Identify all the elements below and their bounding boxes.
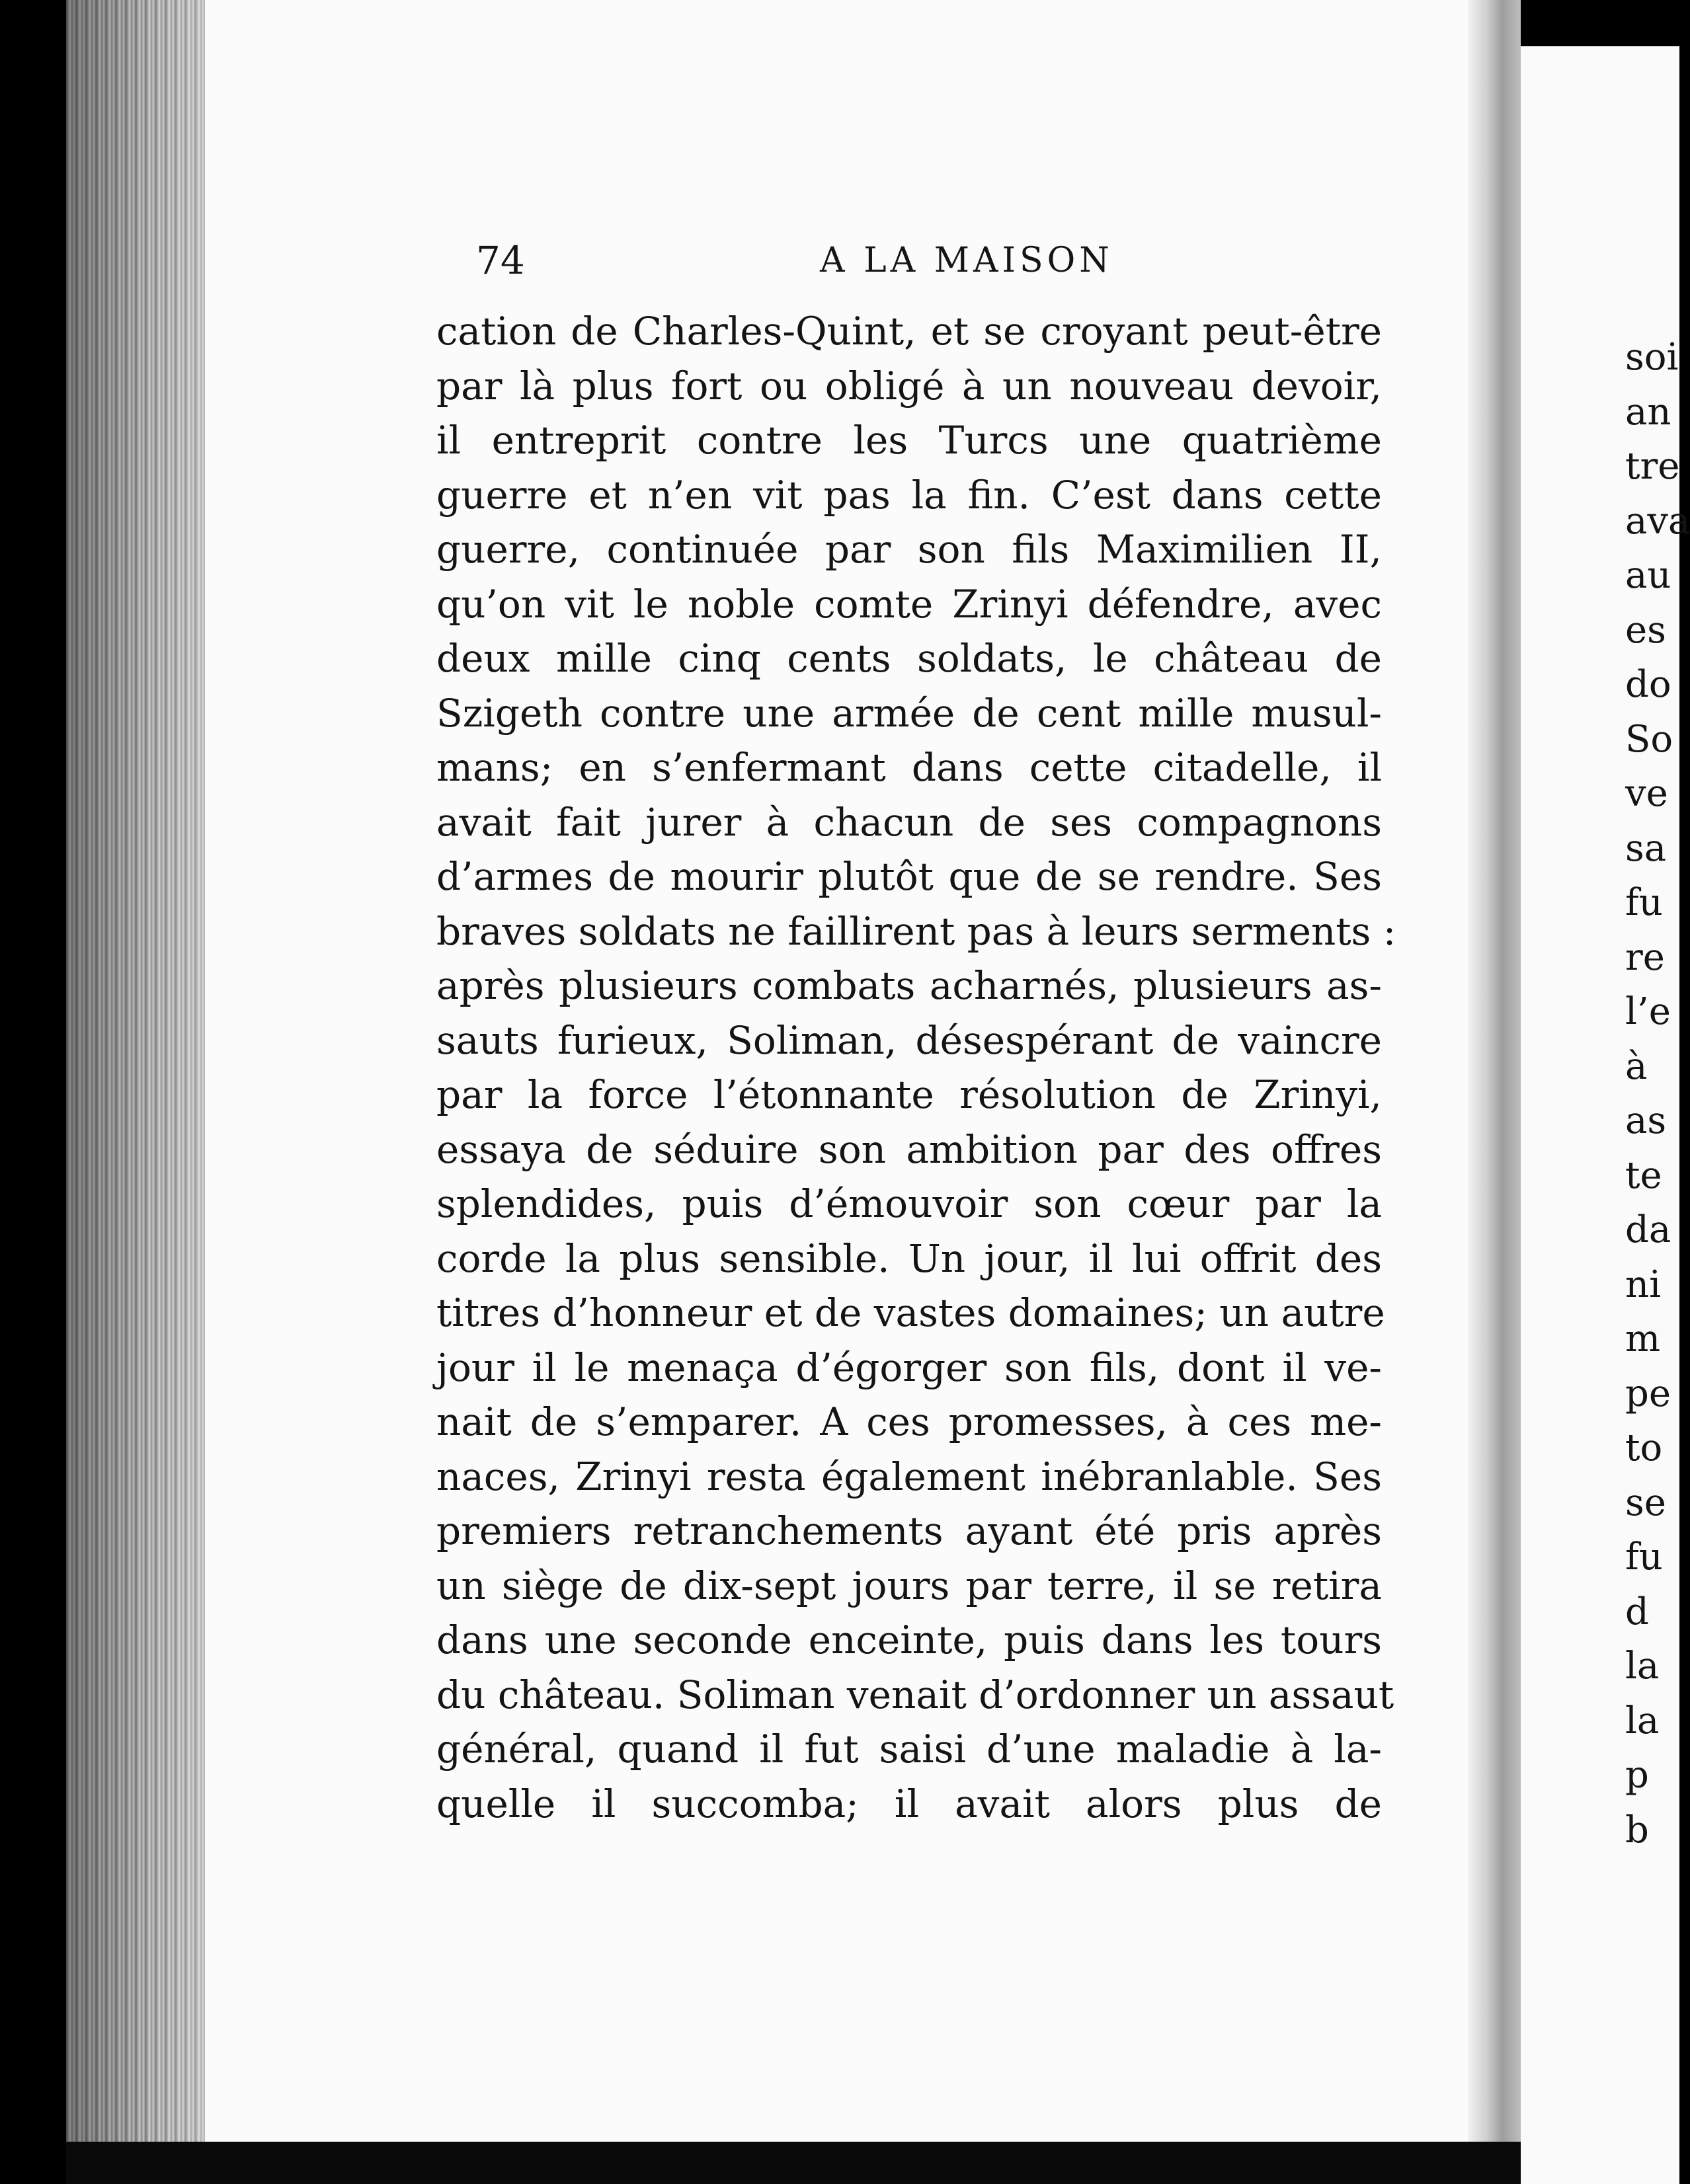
right-page-line-fragment: b xyxy=(1625,1808,1649,1852)
right-page-line-fragment: m xyxy=(1625,1317,1661,1360)
text-line: cation de Charles-Quint, et se croyant peut-être xyxy=(436,309,1382,354)
text-line: jour il le menaça d’égorger son fils, dont il ve- xyxy=(436,1345,1382,1390)
text-line: mans; en s’enfermant dans cette citadelle, il xyxy=(436,745,1382,790)
text-line: quelle il succomba; il avait alors plus de xyxy=(436,1781,1382,1826)
right-page-line-fragment: as xyxy=(1625,1099,1667,1142)
right-page-line-fragment: pe xyxy=(1625,1372,1671,1415)
text-line: splendides, puis d’émouvoir son cœur par la xyxy=(436,1181,1382,1226)
right-page-line-fragment: d xyxy=(1625,1590,1649,1633)
right-page-line-fragment: ava xyxy=(1625,499,1690,543)
right-page-text-fragments xyxy=(1625,331,1690,1857)
text-line: du château. Soliman venait d’ordonner un assaut xyxy=(436,1672,1394,1717)
right-page-line-fragment: la xyxy=(1625,1699,1660,1742)
body-text xyxy=(436,304,1396,1831)
right-page-line-fragment: da xyxy=(1625,1208,1671,1251)
right-page-line-fragment: es xyxy=(1625,608,1666,652)
text-line: par là plus fort ou obligé à un nouveau devoir, xyxy=(436,363,1382,409)
text-line: par la force l’étonnante résolution de Zrinyi, xyxy=(436,1072,1382,1117)
text-line: essaya de séduire son ambition par des offres xyxy=(436,1126,1382,1172)
right-page-line-fragment: p xyxy=(1625,1754,1649,1797)
text-line: deux mille cinq cents soldats, le château de xyxy=(436,636,1382,681)
text-line: naces, Zrinyi resta également inébranlable. Ses xyxy=(436,1454,1382,1499)
right-page-line-fragment: à xyxy=(1625,1044,1648,1088)
right-page-line-fragment: te xyxy=(1625,1153,1662,1197)
text-line: il entreprit contre les Turcs une quatrième xyxy=(436,418,1382,463)
text-line: dans une seconde enceinte, puis dans les tours xyxy=(436,1618,1382,1662)
right-page-line-fragment: do xyxy=(1625,663,1671,706)
text-line: braves soldats ne faillirent pas à leurs serments : xyxy=(436,908,1396,954)
page-stack-edge xyxy=(66,0,208,2184)
text-line: avait fait jurer à chacun de ses compagnons xyxy=(436,799,1382,845)
right-page-line-fragment: sa xyxy=(1625,826,1667,870)
text-line: après plusieurs combats acharnés, plusieurs as- xyxy=(436,963,1382,1008)
right-page-line-fragment: se xyxy=(1625,1481,1666,1524)
running-head-title: A LA MAISON xyxy=(820,241,1113,280)
page-number: 74 xyxy=(476,238,525,283)
right-page-line-fragment: fu xyxy=(1625,881,1663,924)
running-head xyxy=(476,238,1428,297)
text-line: qu’on vit le noble comte Zrinyi défendre, avec xyxy=(436,581,1382,627)
right-page-line-fragment: re xyxy=(1625,935,1665,979)
text-line: général, quand il fut saisi d’une maladie à la- xyxy=(436,1727,1382,1772)
right-page-line-fragment: fu xyxy=(1625,1536,1663,1579)
right-page-line-fragment: la xyxy=(1625,1645,1660,1688)
right-page-line-fragment: au xyxy=(1625,554,1671,597)
text-line: Szigeth contre une armée de cent mille musul- xyxy=(436,690,1382,736)
right-page-line-fragment: soi xyxy=(1625,336,1679,379)
right-page-line-fragment: to xyxy=(1625,1426,1663,1469)
text-line: guerre et n’en vit pas la fin. C’est dans cette xyxy=(436,472,1382,518)
text-line: premiers retranchements ayant été pris après xyxy=(436,1508,1382,1553)
right-page-line-fragment: tre xyxy=(1625,445,1680,488)
right-page-line-fragment: l’e xyxy=(1625,990,1671,1033)
text-line: guerre, continuée par son fils Maximilien II, xyxy=(436,527,1382,572)
text-line: un siège de dix-sept jours par terre, il se retira xyxy=(436,1563,1382,1608)
text-line: sauts furieux, Soliman, désespérant de vaincre xyxy=(436,1017,1382,1063)
right-page-line-fragment: an xyxy=(1625,390,1671,434)
text-line: corde la plus sensible. Un jour, il lui offrit des xyxy=(436,1235,1382,1281)
text-line: titres d’honneur et de vastes domaines; un autre xyxy=(436,1290,1385,1335)
bottom-edge xyxy=(66,2142,1521,2184)
right-page-line-fragment: ni xyxy=(1625,1263,1661,1306)
right-page-line-fragment: ve xyxy=(1625,772,1668,815)
right-page-line-fragment: So xyxy=(1625,717,1673,761)
book-gutter xyxy=(1468,0,1521,2142)
text-line: d’armes de mourir plutôt que de se rendre. Ses xyxy=(436,854,1382,899)
text-line: nait de s’emparer. A ces promesses, à ces me- xyxy=(436,1399,1382,1444)
